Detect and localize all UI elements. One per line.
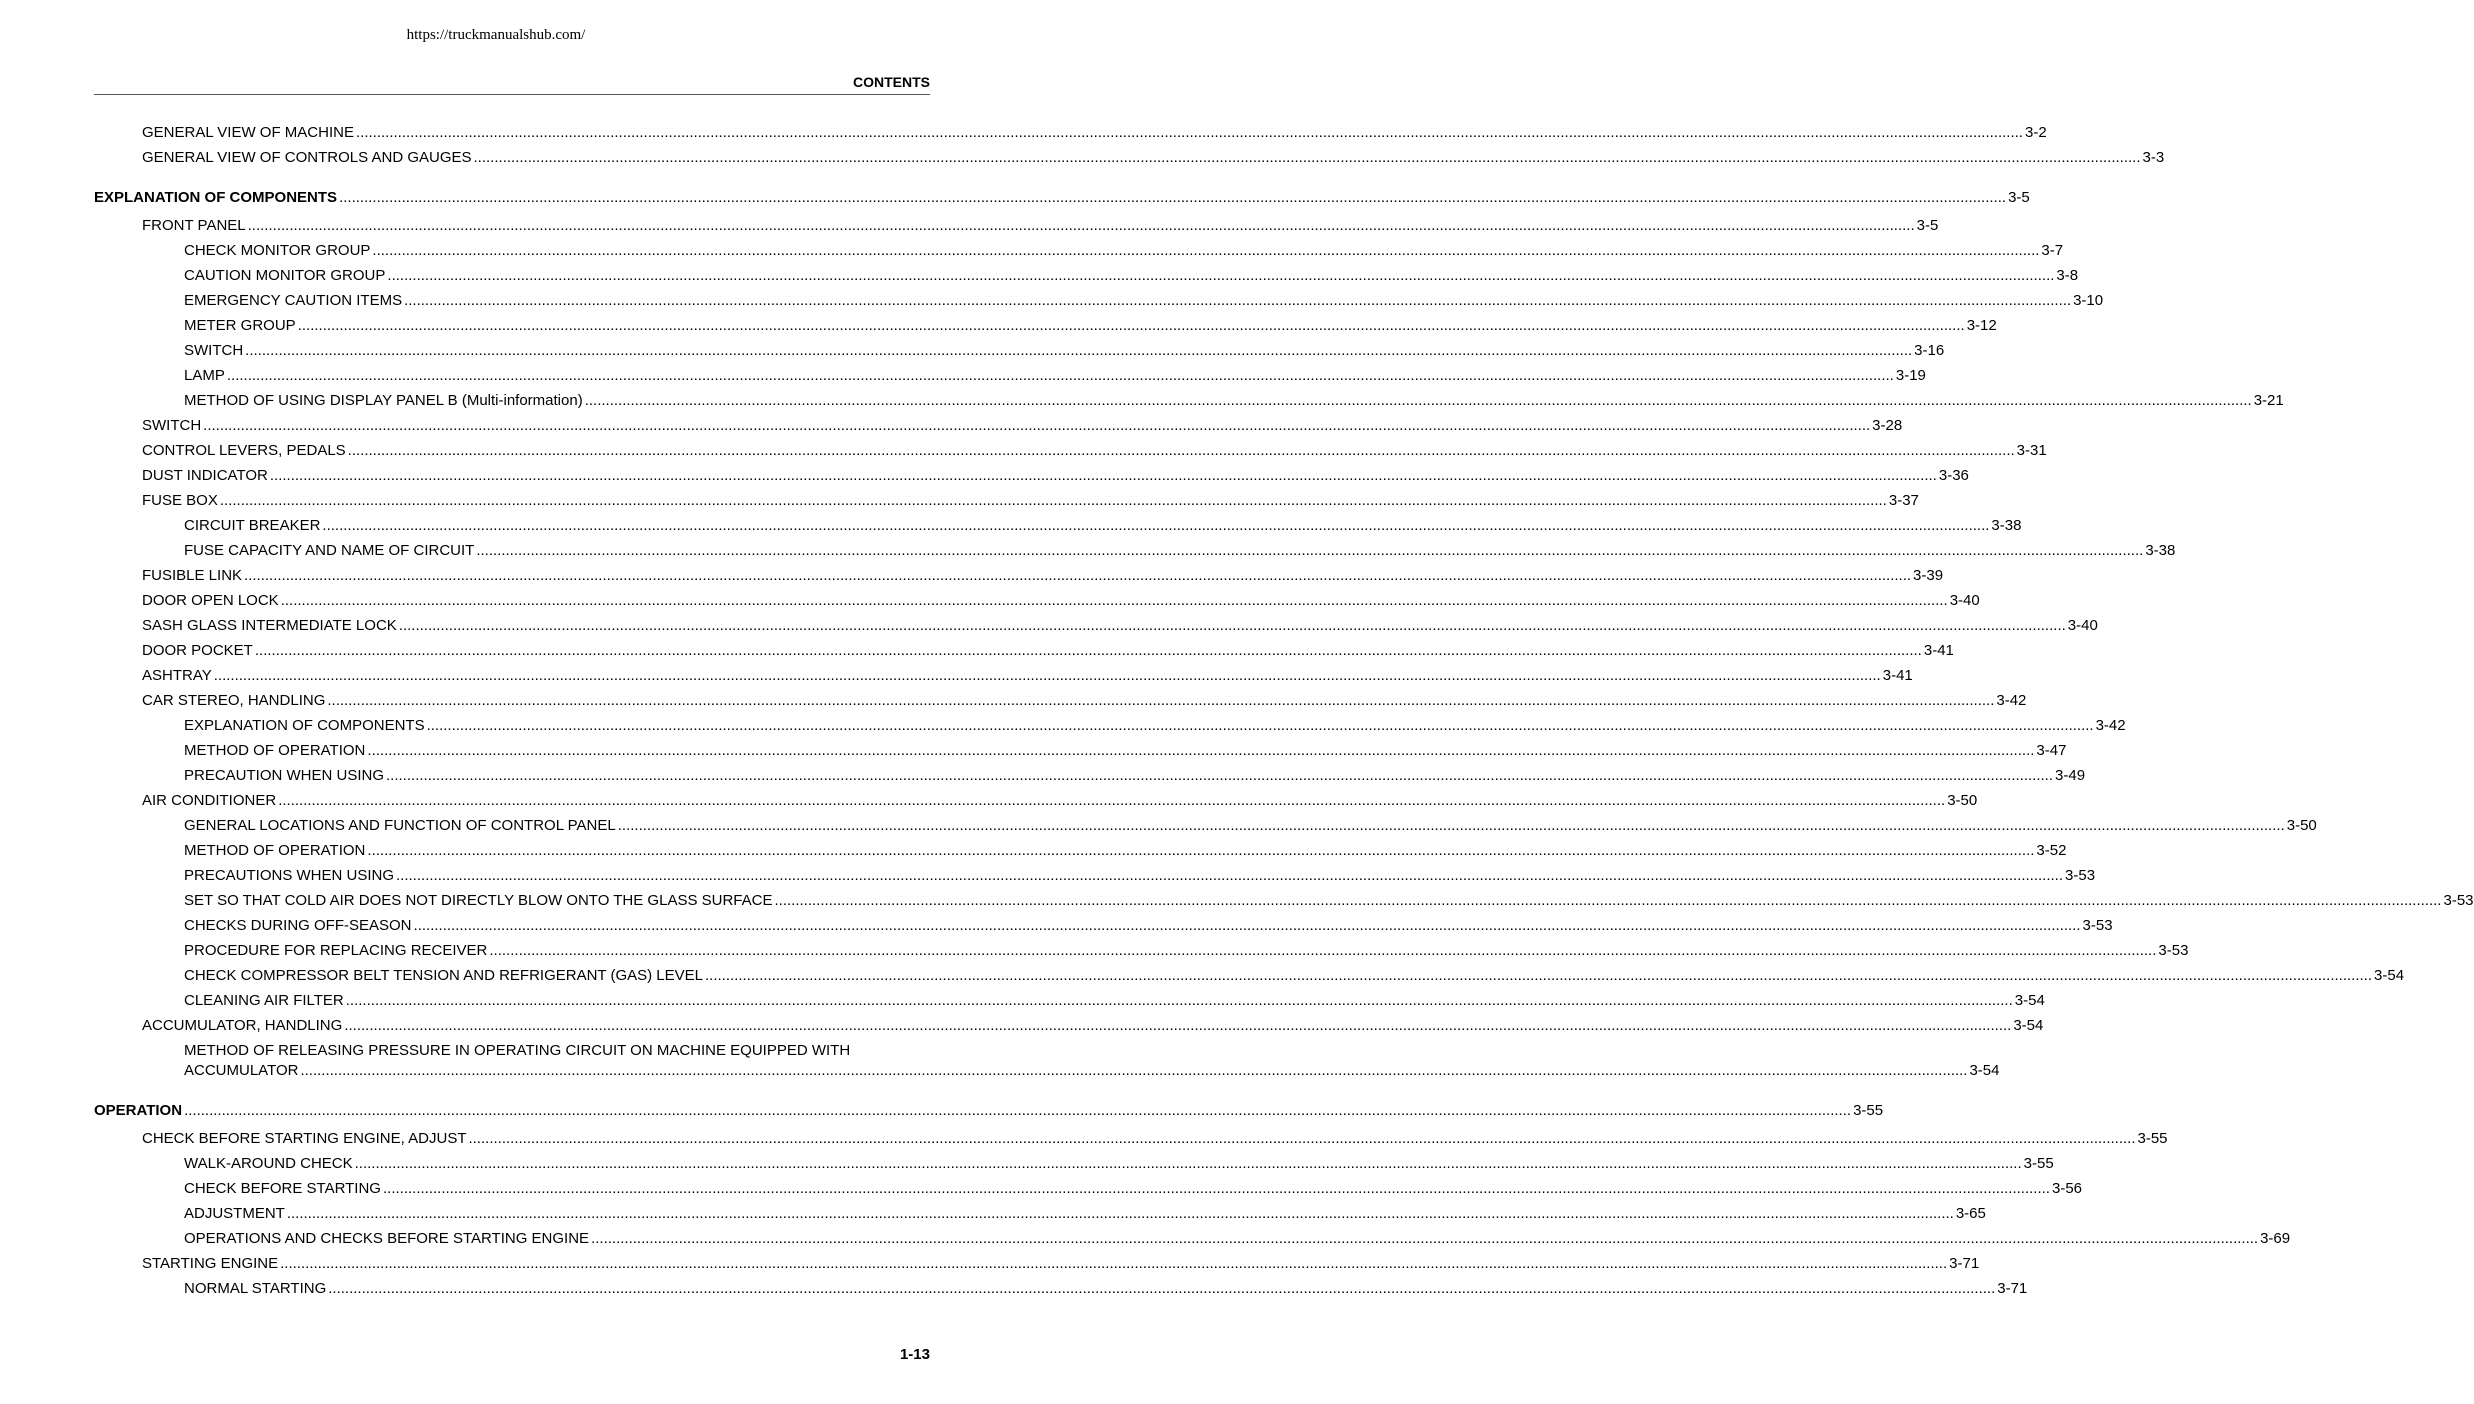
toc-entry[interactable] [142,1129,2168,1149]
toc-leader-dots: ................................................................................................................................................................................................................................................................................................................................................................................................................ [386,767,2054,784]
toc-entry[interactable] [184,1229,2291,1249]
toc-leader-dots: ................................................................................................................................................................................................................................................................................................................................................................................................................ [254,642,1922,659]
toc-leader-dots: ................................................................................................................................................................................................................................................................................................................................................................................................................ [617,817,2285,834]
toc-entry-page: 3-7 [2041,242,2064,259]
toc-entry[interactable] [184,991,2045,1011]
toc-leader-dots: ................................................................................................................................................................................................................................................................................................................................................................................................................ [367,842,2035,859]
toc-entry-page: 3-50 [2286,817,2317,834]
toc-leader-dots: ................................................................................................................................................................................................................................................................................................................................................................................................................ [184,1102,1852,1119]
toc-entry[interactable] [142,1254,1980,1274]
toc-entry[interactable] [184,716,2126,736]
toc-entry-title: GENERAL VIEW OF MACHINE [142,124,354,141]
toc-entry[interactable] [184,291,2104,311]
toc-entry[interactable] [184,866,2096,886]
toc-leader-dots: ................................................................................................................................................................................................................................................................................................................................................................................................................ [322,517,1990,534]
toc-entry[interactable] [142,791,1978,811]
toc-entry-page: 3-41 [1882,667,1913,684]
toc-entry-page: 3-53 [2082,917,2113,934]
toc-entry[interactable] [184,1279,2028,1299]
toc-entry[interactable] [184,766,2086,786]
toc-entry[interactable] [184,816,2317,836]
toc-entry[interactable] [184,516,2022,536]
toc-entry-title: GENERAL VIEW OF CONTROLS AND GAUGES [142,149,472,166]
toc-entry-title: EMERGENCY CAUTION ITEMS [184,292,403,309]
toc-entry-title: CHECK BEFORE STARTING [184,1180,381,1197]
toc-entry[interactable] [142,216,1939,236]
toc-entry-page: 3-21 [2253,392,2284,409]
toc-entry[interactable] [142,416,1903,436]
toc-entry-title: FUSIBLE LINK [142,567,243,584]
header-url[interactable]: https://truckmanualshub.com/ [406,27,586,43]
toc-entry-title: OPERATION [94,1102,183,1119]
toc-entry-title: ACCUMULATOR [184,1062,299,1079]
section-title: CONTENTS [853,74,930,90]
toc-leader-dots: ................................................................................................................................................................................................................................................................................................................................................................................................................ [213,667,1881,684]
toc-entry-title: CHECKS DURING OFF-SEASON [184,917,412,934]
toc-entry-title: CIRCUIT BREAKER [184,517,321,534]
header-divider [94,94,930,95]
toc-entry-page: 3-53 [2158,942,2189,959]
toc-entry-page: 3-71 [1997,1280,2028,1297]
toc-leader-dots: ................................................................................................................................................................................................................................................................................................................................................................................................................ [489,942,2157,959]
toc-leader-dots: ................................................................................................................................................................................................................................................................................................................................................................................................................ [280,592,1948,609]
toc-entry-title: SASH GLASS INTERMEDIATE LOCK [142,617,397,634]
toc-leader-dots: ................................................................................................................................................................................................................................................................................................................................................................................................................ [404,292,2072,309]
toc-entry[interactable] [184,316,1997,336]
toc-entry[interactable] [184,541,2176,561]
toc-leader-dots: ................................................................................................................................................................................................................................................................................................................................................................................................................ [354,1155,2022,1172]
toc-entry-page: 3-54 [2013,1017,2044,1034]
toc-entry-page: 3-12 [1966,317,1997,334]
toc-leader-dots: ................................................................................................................................................................................................................................................................................................................................................................................................................ [367,742,2035,759]
toc-entry[interactable] [142,1016,2044,1036]
toc-leader-dots: ................................................................................................................................................................................................................................................................................................................................................................................................................ [382,1180,2050,1197]
toc-leader-dots: ................................................................................................................................................................................................................................................................................................................................................................................................................ [327,692,1995,709]
toc-entry[interactable] [184,916,2113,936]
toc-entry-title: AIR CONDITIONER [142,792,277,809]
toc-leader-dots: ................................................................................................................................................................................................................................................................................................................................................................................................................ [347,442,2015,459]
toc-entry[interactable] [142,491,1919,511]
toc-entry-title: EXPLANATION OF COMPONENTS [184,717,425,734]
toc-leader-dots: ................................................................................................................................................................................................................................................................................................................................................................................................................ [387,267,2055,284]
toc-entry-page: 3-41 [1923,642,1954,659]
toc-entry-page: 3-49 [2055,767,2086,784]
toc-entry-title: ADJUSTMENT [184,1205,285,1222]
toc-entry-page: 3-39 [1913,567,1944,584]
toc-leader-dots: ................................................................................................................................................................................................................................................................................................................................................................................................................ [413,917,2081,934]
toc-entry-page: 3-47 [2036,742,2067,759]
toc-entry-page: 3-54 [1969,1062,2000,1079]
toc-leader-dots: ................................................................................................................................................................................................................................................................................................................................................................................................................ [244,567,1912,584]
toc-leader-dots: ................................................................................................................................................................................................................................................................................................................................................................................................................ [345,992,2013,1009]
toc-leader-dots: ................................................................................................................................................................................................................................................................................................................................................................................................................ [473,149,2141,166]
toc-entry-title: CHECK COMPRESSOR BELT TENSION AND REFRIGERANT (GAS) LEVEL [184,967,704,984]
toc-leader-dots: ................................................................................................................................................................................................................................................................................................................................................................................................................ [426,717,2094,734]
toc-entry[interactable] [142,691,2027,711]
toc-entry-page: 3-53 [2065,867,2096,884]
toc-leader-dots: ................................................................................................................................................................................................................................................................................................................................................................................................................ [269,467,1937,484]
toc-entry[interactable] [184,341,1945,361]
toc-entry-title: NORMAL STARTING [184,1280,327,1297]
toc-entry[interactable] [184,966,2405,986]
toc-entry[interactable] [94,188,2030,208]
toc-entry[interactable] [142,441,2047,461]
toc-entry-page: 3-31 [2016,442,2047,459]
toc-entry-title: METHOD OF OPERATION [184,842,366,859]
toc-entry-page: 3-16 [1914,342,1945,359]
toc-entry[interactable] [184,1179,2083,1199]
toc-entry-page: 3-2 [2024,124,2047,141]
toc-entry-title: CAUTION MONITOR GROUP [184,267,386,284]
toc-entry-title: CHECK MONITOR GROUP [184,242,371,259]
toc-entry-title: DUST INDICATOR [142,467,268,484]
toc-entry-title: ASHTRAY [142,667,212,684]
toc-entry[interactable] [184,891,2474,911]
toc-entry-title: PRECAUTIONS WHEN USING [184,867,395,884]
toc-entry-title: STARTING ENGINE [142,1255,279,1272]
toc-entry-title: OPERATIONS AND CHECKS BEFORE STARTING ENGINE [184,1230,590,1247]
toc-entry-title: FUSE BOX [142,492,218,509]
toc-entry-title: ACCUMULATOR, HANDLING [142,1017,343,1034]
toc-entry-title: PROCEDURE FOR REPLACING RECEIVER [184,942,488,959]
toc-leader-dots: ................................................................................................................................................................................................................................................................................................................................................................................................................ [278,792,1946,809]
toc-entry[interactable] [184,1154,2054,1174]
toc-entry-title: SET SO THAT COLD AIR DOES NOT DIRECTLY BLOW ONTO THE GLASS SURFACE [184,892,773,909]
toc-leader-dots: ................................................................................................................................................................................................................................................................................................................................................................................................................ [584,392,2252,409]
toc-entry-title: WALK-AROUND CHECK [184,1155,353,1172]
toc-leader-dots: ................................................................................................................................................................................................................................................................................................................................................................................................................ [468,1130,2136,1147]
toc-entry[interactable] [142,616,2098,636]
toc-entry-page: 3-36 [1938,467,1969,484]
toc-entry-page: 3-52 [2036,842,2067,859]
toc-entry[interactable] [184,1061,2000,1081]
toc-entry-page: 3-65 [1955,1205,1986,1222]
toc-entry-title: CHECK BEFORE STARTING ENGINE, ADJUST [142,1130,467,1147]
page-number: 1-13 [899,1346,930,1363]
toc-leader-dots: ................................................................................................................................................................................................................................................................................................................................................................................................................ [476,542,2144,559]
toc-leader-dots: ................................................................................................................................................................................................................................................................................................................................................................................................................ [280,1255,1948,1272]
toc-leader-dots: ................................................................................................................................................................................................................................................................................................................................................................................................................ [344,1017,2012,1034]
toc-leader-dots: ................................................................................................................................................................................................................................................................................................................................................................................................................ [286,1205,1954,1222]
toc-entry-page: 3-54 [2014,992,2045,1009]
toc-leader-dots: ................................................................................................................................................................................................................................................................................................................................................................................................................ [705,967,2373,984]
toc-leader-dots: ................................................................................................................................................................................................................................................................................................................................................................................................................ [247,217,1915,234]
toc-entry-page: 3-38 [2145,542,2176,559]
toc-entry-title: GENERAL LOCATIONS AND FUNCTION OF CONTROL PANEL [184,817,616,834]
toc-entry-title: SWITCH [142,417,202,434]
toc-entry[interactable] [94,1101,1884,1121]
toc-entry-page: 3-69 [2260,1230,2291,1247]
toc-entry-page: 3-56 [2051,1180,2083,1197]
toc-entry[interactable] [184,391,2284,411]
toc-leader-dots: ................................................................................................................................................................................................................................................................................................................................................................................................................ [245,342,1913,359]
toc-entry-title: FRONT PANEL [142,217,246,234]
toc-entry-title: SWITCH [184,342,244,359]
toc-entry-page: 3-28 [1872,417,1903,434]
toc-leader-dots: ................................................................................................................................................................................................................................................................................................................................................................................................................ [339,189,2007,206]
toc-entry[interactable] [142,566,1944,586]
toc-entry-page: 3-55 [2023,1155,2054,1172]
toc-entry[interactable] [142,123,2047,143]
toc-entry[interactable] [184,266,2079,286]
toc-leader-dots: ................................................................................................................................................................................................................................................................................................................................................................................................................ [297,317,1965,334]
toc-leader-dots: ................................................................................................................................................................................................................................................................................................................................................................................................................ [372,242,2040,259]
toc-entry-title: FUSE CAPACITY AND NAME OF CIRCUIT [184,542,475,559]
toc-entry-page: 3-5 [2008,189,2030,206]
toc-entry[interactable] [184,741,2067,761]
toc-entry-page: 3-55 [2137,1130,2168,1147]
toc-leader-dots: ................................................................................................................................................................................................................................................................................................................................................................................................................ [396,867,2064,884]
toc-leader-dots: ................................................................................................................................................................................................................................................................................................................................................................................................................ [203,417,1871,434]
toc-entry-page: 3-42 [1996,692,2027,709]
toc-leader-dots: ................................................................................................................................................................................................................................................................................................................................................................................................................ [300,1062,1968,1079]
toc-leader-dots: ................................................................................................................................................................................................................................................................................................................................................................................................................ [226,367,1894,384]
toc-entry-page: 3-50 [1947,792,1978,809]
toc-leader-dots: ................................................................................................................................................................................................................................................................................................................................................................................................................ [219,492,1887,509]
toc-leader-dots: ................................................................................................................................................................................................................................................................................................................................................................................................................ [591,1230,2259,1247]
toc-entry-title: CONTROL LEVERS, PEDALS [142,442,346,459]
toc-entry[interactable] [142,641,1954,661]
toc-entry[interactable] [142,591,1980,611]
toc-entry-page: 3-71 [1949,1255,1980,1272]
toc-entry[interactable] [184,241,2064,261]
toc-entry-title: METER GROUP [184,317,296,334]
toc-leader-dots: ................................................................................................................................................................................................................................................................................................................................................................................................................ [328,1280,1996,1297]
toc-entry-page: 3-40 [2067,617,2098,634]
toc-entry-title: METHOD OF USING DISPLAY PANEL B (Multi-information) [184,392,583,409]
toc-entry-title: DOOR POCKET [142,642,253,659]
toc-entry-page: 3-37 [1888,492,1919,509]
toc-entry-page: 3-3 [2142,149,2165,166]
toc-entry-title-prefix: METHOD OF RELEASING PRESSURE IN OPERATING CIRCUIT ON MACHINE EQUIPPED WITH [184,1042,851,1059]
toc-leader-dots: ................................................................................................................................................................................................................................................................................................................................................................................................................ [774,892,2442,909]
toc-entry-title: CAR STEREO, HANDLING [142,692,326,709]
toc-entry-page: 3-42 [2095,717,2126,734]
toc-entry-page: 3-55 [1853,1102,1884,1119]
toc-entry[interactable] [142,466,1969,486]
toc-entry-page: 3-38 [1991,517,2022,534]
toc-leader-dots: ................................................................................................................................................................................................................................................................................................................................................................................................................ [355,124,2023,141]
toc-entry-page: 3-54 [2374,967,2405,984]
toc-entry-title: CLEANING AIR FILTER [184,992,344,1009]
toc-entry-title: EXPLANATION OF COMPONENTS [94,189,338,206]
toc-entry[interactable] [184,841,2067,861]
toc-entry-title: LAMP [184,367,225,384]
toc-entry-page: 3-10 [2073,292,2104,309]
toc-entry-title: DOOR OPEN LOCK [142,592,279,609]
toc-entry-page: 3-5 [1916,217,1939,234]
toc-entry[interactable] [142,666,1913,686]
toc-entry[interactable] [184,941,2189,961]
toc-entry-page: 3-53 [2443,892,2474,909]
toc-entry-page: 3-8 [2056,267,2079,284]
toc-entry-title: METHOD OF OPERATION [184,742,366,759]
toc-entry[interactable] [184,1204,1986,1224]
toc-entry-page: 3-19 [1895,367,1926,384]
toc-leader-dots: ................................................................................................................................................................................................................................................................................................................................................................................................................ [398,617,2066,634]
toc-entry[interactable] [142,148,2165,168]
toc-entry[interactable] [184,366,1926,386]
toc-entry-page: 3-40 [1949,592,1980,609]
toc-entry-title: PRECAUTION WHEN USING [184,767,385,784]
